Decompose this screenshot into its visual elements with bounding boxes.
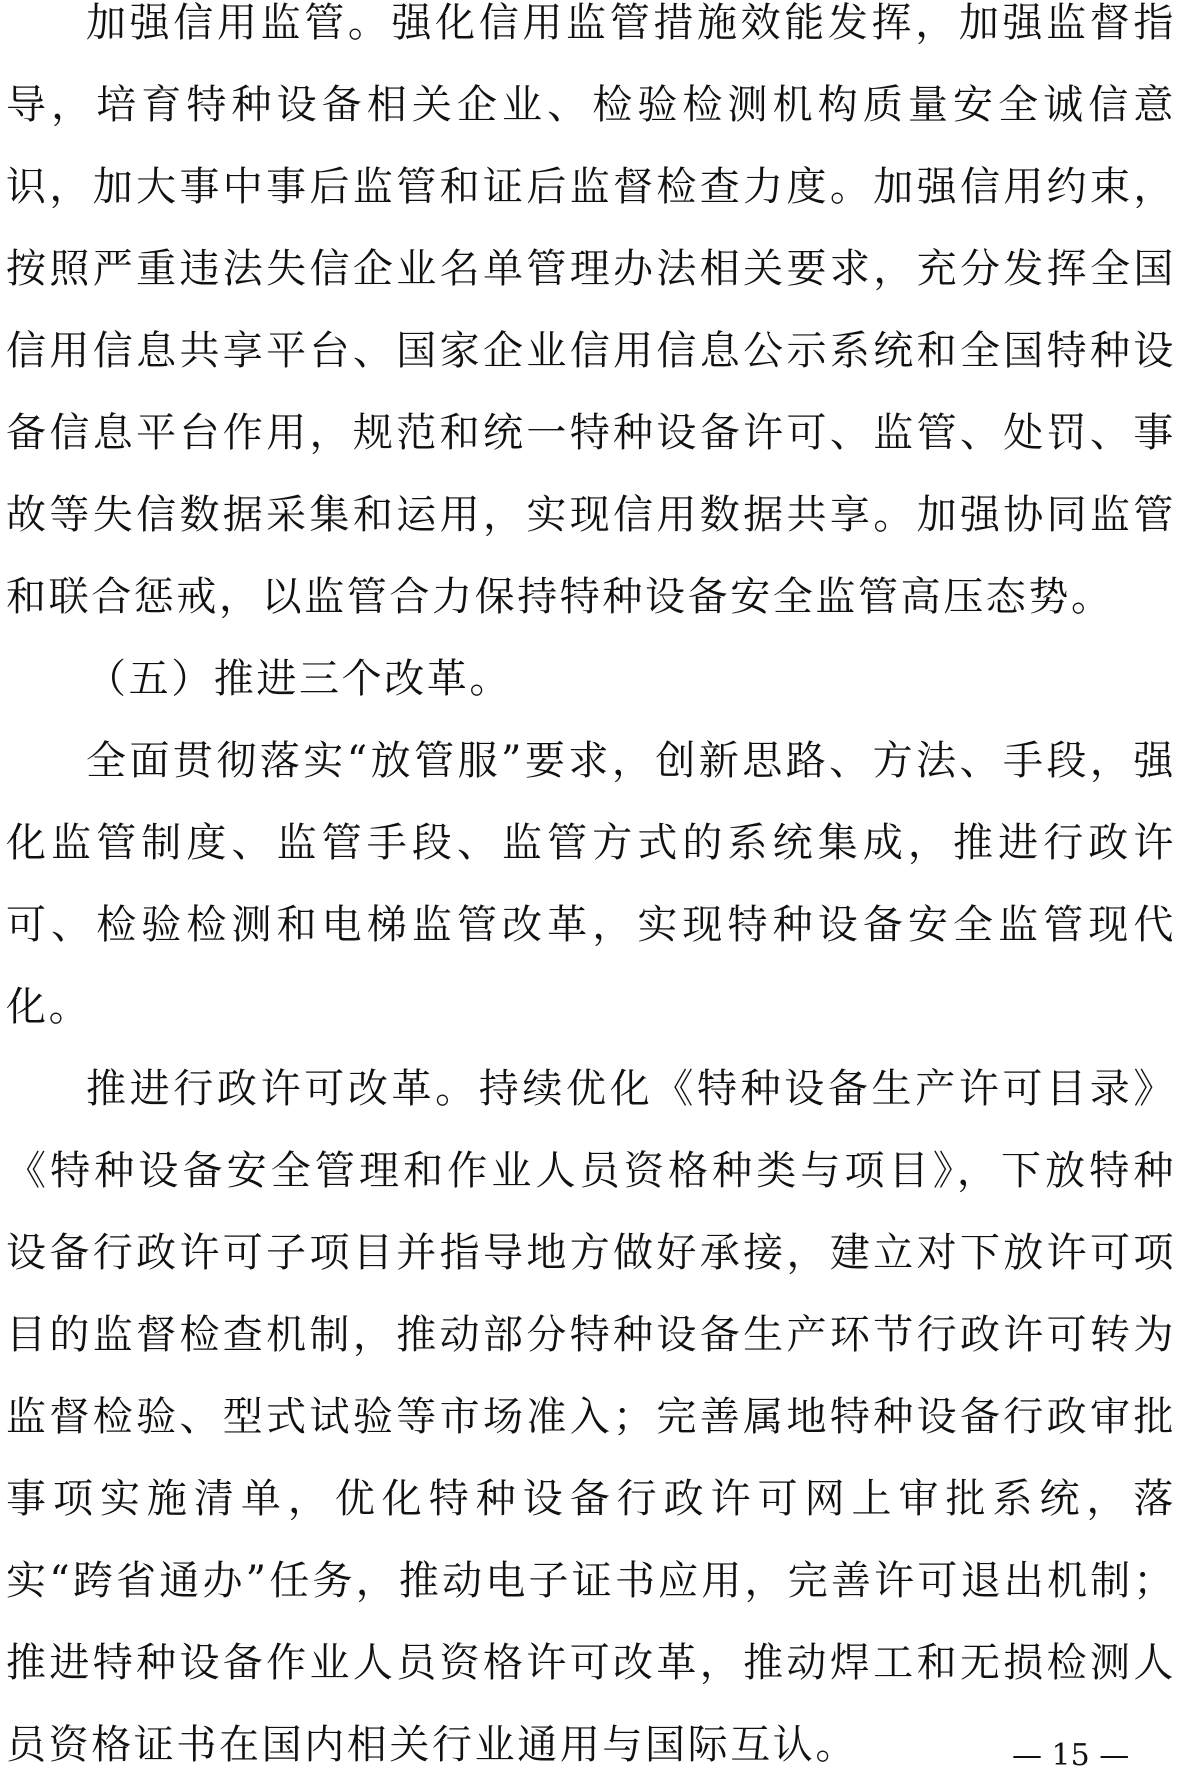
section-heading-three-reforms: （五）推进三个改革。 xyxy=(86,656,512,702)
paragraph-reform-overview: 全面贯彻落实“放管服”要求，创新思路、方法、手段，强化监管制度、监管手段、监管方式的系统集成，推进行政许可、检验检测和电梯监管改革，实现特种设备安全监管现代化。 xyxy=(6,738,1176,1030)
paragraph-credit-supervision: 加强信用监管。强化信用监管措施效能发挥，加强监督指导，培育特种设备相关企业、检验检测机构质量安全诚信意识，加大事中事后监管和证后监督检查力度。加强信用约束，按照严重违法失信企业名单管理办法相关要求，充分发挥全国信用信息共享平台、国家企业信用信息公示系统和全国特种设备信息平台作用，规范和统一特种设备许可、监管、处罚、事故等失信数据采集和运用，实现信用数据共享。加强协同监管和联合惩戒，以监管合力保持特种设备安全监管高压态势。 xyxy=(6,0,1176,620)
paragraph-administrative-licensing-reform: 推进行政许可改革。持续优化《特种设备生产许可目录》《特种设备安全管理和作业人员资格种类与项目》，下放特种设备行政许可子项目并指导地方做好承接，建立对下放许可项目的监督检查机制，推动部分特种设备生产环节行政许可转为监督检验、型式试验等市场准入；完善属地特种设备行政审批事项实施清单，优化特种设备行政许可网上审批系统，落实“跨省通办”任务，推动电子证书应用，完善许可退出机制；推进特种设备作业人员资格许可改革，推动焊工和无损检测人员资格证书在国内相关行业通用与国际互认。 xyxy=(6,1066,1176,1768)
page-number: — 15 — xyxy=(1012,1738,1130,1773)
document-body xyxy=(6,0,1176,1786)
